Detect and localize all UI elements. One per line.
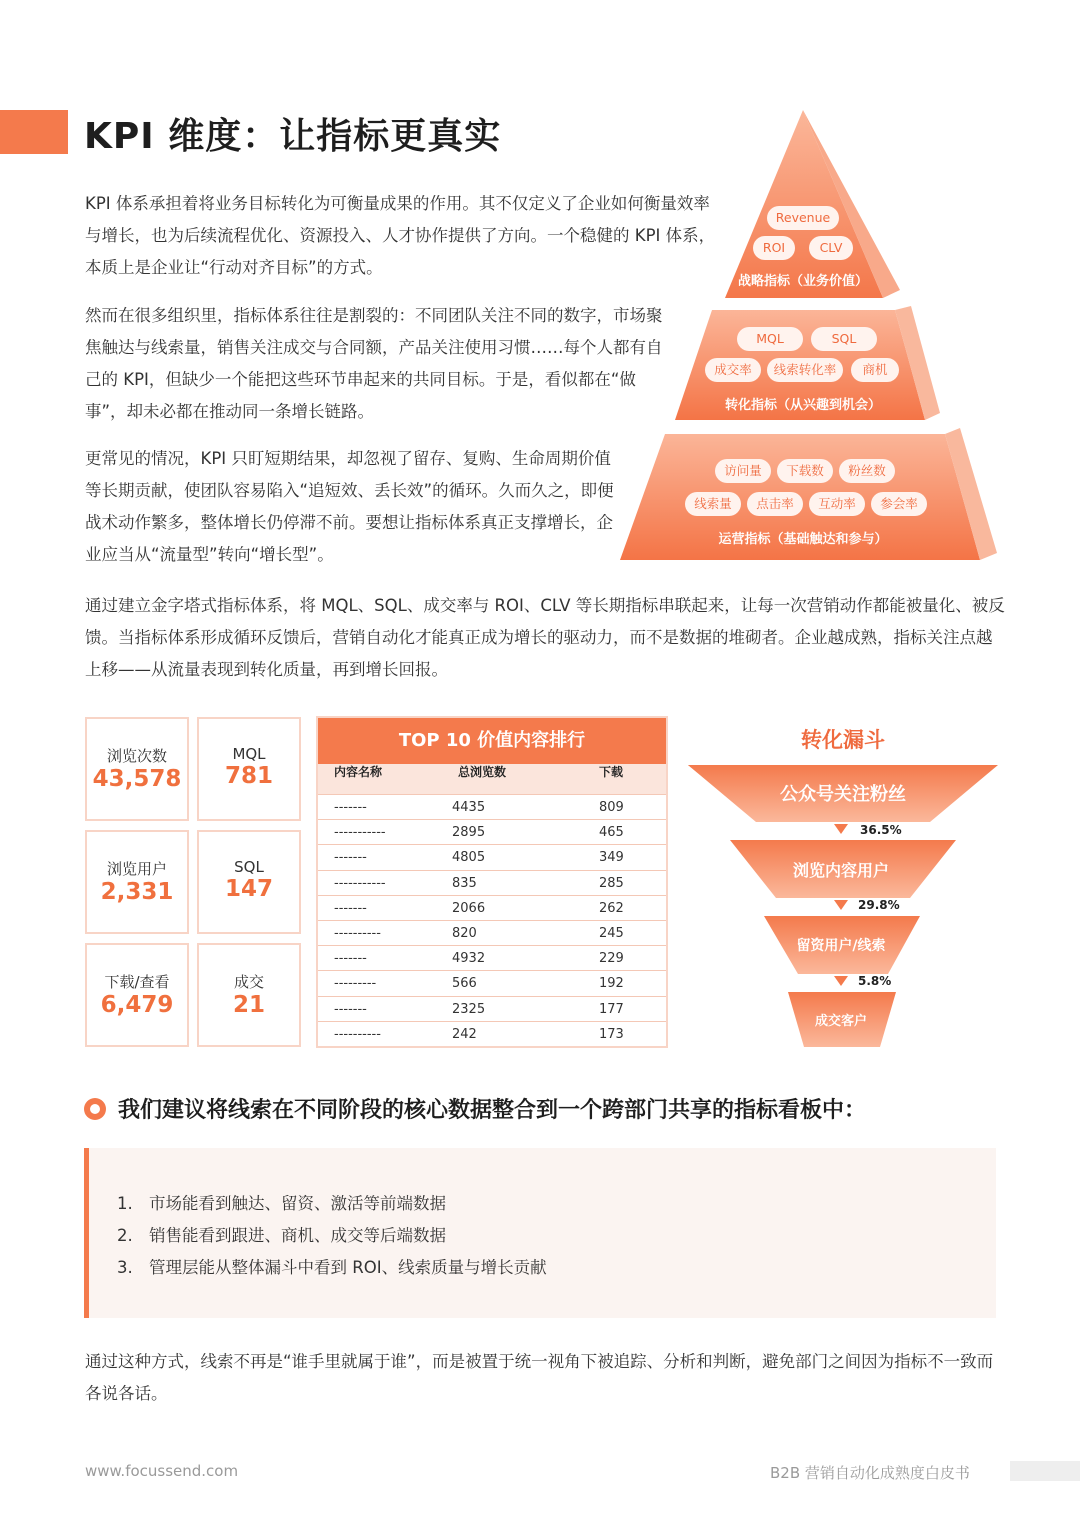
kpi-pyramid <box>615 108 1000 568</box>
cell-name: ------- <box>334 900 367 916</box>
cell-views: 4805 <box>452 850 486 866</box>
list-item-number: 2. <box>117 1226 133 1245</box>
footer-bar <box>1010 1461 1080 1481</box>
cell-downloads: 285 <box>599 875 624 891</box>
cell-downloads: 809 <box>599 800 624 815</box>
table-row <box>318 945 666 970</box>
table-row <box>318 870 666 895</box>
recommendation-box <box>84 1148 996 1318</box>
metric-value: 43,578 <box>92 766 182 792</box>
footer-doc-title: B2B 营销自动化成熟度白皮书 <box>770 1464 970 1482</box>
cell-downloads: 465 <box>599 825 624 841</box>
funnel-title: 转化漏斗 <box>801 728 885 752</box>
pyramid-pill-roi: ROI <box>753 236 795 260</box>
cell-name: --------- <box>334 976 377 992</box>
list-item-number: 3. <box>117 1258 133 1277</box>
list-item <box>117 1188 547 1220</box>
pyramid-pill-lead-volume: 线索量 <box>685 492 741 516</box>
cell-downloads: 173 <box>599 1026 624 1042</box>
pyramid-pill-sql: SQL <box>811 327 877 351</box>
cell-views: 4435 <box>452 800 486 815</box>
footer-website: www.focussend.com <box>85 1462 239 1480</box>
metric-label: 成交 <box>233 973 264 991</box>
funnel-stage-label-2: 浏览内容用户 <box>792 861 889 880</box>
funnel-arrow-2 <box>834 900 848 910</box>
table-row <box>318 819 666 844</box>
table-row <box>318 794 666 819</box>
table-row <box>318 920 666 945</box>
table-title: TOP 10 价值内容排行 <box>318 718 666 764</box>
table-header-row <box>318 764 666 794</box>
funnel-stage-label-3: 留资用户/线索 <box>796 938 886 954</box>
pyramid-pill-visits: 访问量 <box>715 459 771 483</box>
cell-downloads: 349 <box>599 850 624 866</box>
funnel-rate-2: 29.8% <box>858 898 900 912</box>
table-row <box>318 844 666 869</box>
metric-card-views <box>85 717 189 821</box>
metric-value: 147 <box>224 876 273 902</box>
list-item-text: 市场能看到触达、留资、激活等前端数据 <box>149 1194 446 1213</box>
cell-downloads: 177 <box>599 1001 624 1017</box>
pyramid-pill-lead-conversion: 线索转化率 <box>767 358 843 382</box>
funnel-rate-3: 5.8% <box>858 974 892 988</box>
pyramid-pill-close-rate: 成交率 <box>705 358 761 382</box>
conversion-funnel <box>688 762 998 1052</box>
pyramid-label-strategic: 战略指标（业务价值） <box>737 274 868 289</box>
pyramid-pill-mql: MQL <box>737 327 803 351</box>
intro-paragraph-2: 然而在很多组织里，指标体系往往是割裂的：不同团队关注不同的数字，市场聚焦触达与线索量，销售关注成交与合同额，产品关注使用习惯……每个人都有自己的 KPI，但缺少一个能把这些环节串起来的共同目标。于是，看似都在“做事”，却未必都在推动同一条增长链路。 <box>85 306 663 421</box>
top-content-table <box>316 716 668 1048</box>
metric-card-deals <box>197 943 301 1047</box>
recommendation-list <box>117 1188 547 1284</box>
table-row <box>318 1021 666 1046</box>
cell-views: 2066 <box>452 900 486 916</box>
metric-value: 21 <box>232 992 265 1018</box>
pyramid-pill-opportunity: 商机 <box>851 358 899 382</box>
funnel-arrow-3 <box>834 976 848 986</box>
cell-downloads: 192 <box>599 976 624 992</box>
pyramid-label-conversion: 转化指标（从兴趣到机会） <box>724 398 881 413</box>
funnel-arrow-1 <box>834 824 848 834</box>
metric-label: 浏览次数 <box>106 747 167 765</box>
column-header-views: 总浏览数 <box>458 765 507 779</box>
metric-label: 浏览用户 <box>106 860 167 878</box>
table-row <box>318 996 666 1021</box>
cell-views: 242 <box>452 1026 477 1042</box>
table-row <box>318 970 666 995</box>
closing-paragraph: 通过这种方式，线索不再是“谁手里就属于谁”，而是被置于统一视角下被追踪、分析和判断，避免部门之间因为指标不一致而各说各话。 <box>85 1352 994 1403</box>
metric-value: 781 <box>224 763 273 789</box>
metric-value: 2,331 <box>100 879 174 905</box>
list-item-text: 管理层能从整体漏斗中看到 ROI、线索质量与增长贡献 <box>149 1258 547 1277</box>
column-header-name: 内容名称 <box>334 765 383 779</box>
pyramid-pill-engagement: 互动率 <box>809 492 865 516</box>
cell-views: 2895 <box>452 825 486 841</box>
metric-card-downloads <box>85 943 189 1047</box>
intro-paragraph-3: 更常见的情况，KPI 只盯短期结果，却忽视了留存、复购、生命周期价值等长期贡献，使团队容易陷入“追短效、丢长效”的循环。久而久之，即便战术动作繁多，整体增长仍停滞不前。要想让指标体系真正支撑增长，企业应当从“流量型”转向“增长型”。 <box>85 449 614 564</box>
cell-name: ---------- <box>334 925 381 941</box>
list-item <box>117 1220 547 1252</box>
pyramid-label-operational: 运营指标（基础触达和参与） <box>718 532 888 547</box>
table-body <box>318 794 666 1046</box>
list-item <box>117 1252 547 1284</box>
cell-name: ------- <box>334 1001 367 1017</box>
cell-downloads: 229 <box>599 951 624 967</box>
pyramid-pill-clv: CLV <box>809 236 853 260</box>
table-row <box>318 895 666 920</box>
metric-label: SQL <box>234 858 264 876</box>
cell-downloads: 262 <box>599 900 624 916</box>
metric-card-sql <box>197 830 301 934</box>
cell-name: ------- <box>334 800 367 815</box>
pyramid-pill-downloads: 下载数 <box>777 459 833 483</box>
funnel-stage-label-1: 公众号关注粉丝 <box>780 784 906 805</box>
cell-views: 820 <box>452 925 477 941</box>
metric-card-mql <box>197 717 301 821</box>
column-header-downloads: 下载 <box>599 765 624 779</box>
list-item-text: 销售能看到跟进、商机、成交等后端数据 <box>149 1226 446 1245</box>
title-accent-bar <box>0 110 68 154</box>
intro-paragraph-1: KPI 体系承担着将业务目标转化为可衡量成果的作用。其不仅定义了企业如何衡量效率与增长，也为后续流程优化、资源投入、人才协作提供了方向。一个稳健的 KPI 体系，本质上是企业让“行动对齐目标”的方式。 <box>85 194 716 277</box>
metric-card-users <box>85 830 189 934</box>
cell-name: ------- <box>334 850 367 866</box>
cell-views: 566 <box>452 976 477 992</box>
metric-value: 6,479 <box>100 992 174 1018</box>
cell-name: ----------- <box>334 825 386 841</box>
cell-views: 835 <box>452 875 477 891</box>
cell-views: 4932 <box>452 951 486 967</box>
list-item-number: 1. <box>117 1194 133 1213</box>
pyramid-pill-fans: 粉丝数 <box>839 459 895 483</box>
funnel-stage-label-4: 成交客户 <box>814 1014 867 1029</box>
cell-name: ------- <box>334 951 367 967</box>
pyramid-pill-attendance: 参会率 <box>871 492 927 516</box>
pyramid-pill-ctr: 点击率 <box>747 492 803 516</box>
intro-paragraph-4: 通过建立金字塔式指标体系，将 MQL、SQL、成交率与 ROI、CLV 等长期指标串联起来，让每一次营销动作都能被量化、被反馈。当指标体系形成循环反馈后，营销自动化才能真正成为增长的驱动力，而不是数据的堆砌者。企业越成熟，指标关注点越上移——从流量表现到转化质量，再到增长回报。 <box>85 596 1005 679</box>
cell-downloads: 245 <box>599 925 624 941</box>
recommendation-bullet-icon <box>84 1098 106 1120</box>
funnel-rate-1: 36.5% <box>860 823 902 837</box>
cell-name: ---------- <box>334 1026 381 1042</box>
metric-label: MQL <box>232 745 266 763</box>
cell-views: 2325 <box>452 1001 486 1017</box>
metric-label: 下载/查看 <box>104 973 170 991</box>
page-title: KPI 维度：让指标更真实 <box>84 116 502 157</box>
pyramid-pill-revenue: Revenue <box>767 206 839 230</box>
recommendation-title: 我们建议将线索在不同阶段的核心数据整合到一个跨部门共享的指标看板中： <box>118 1098 867 1123</box>
cell-name: ----------- <box>334 875 386 891</box>
